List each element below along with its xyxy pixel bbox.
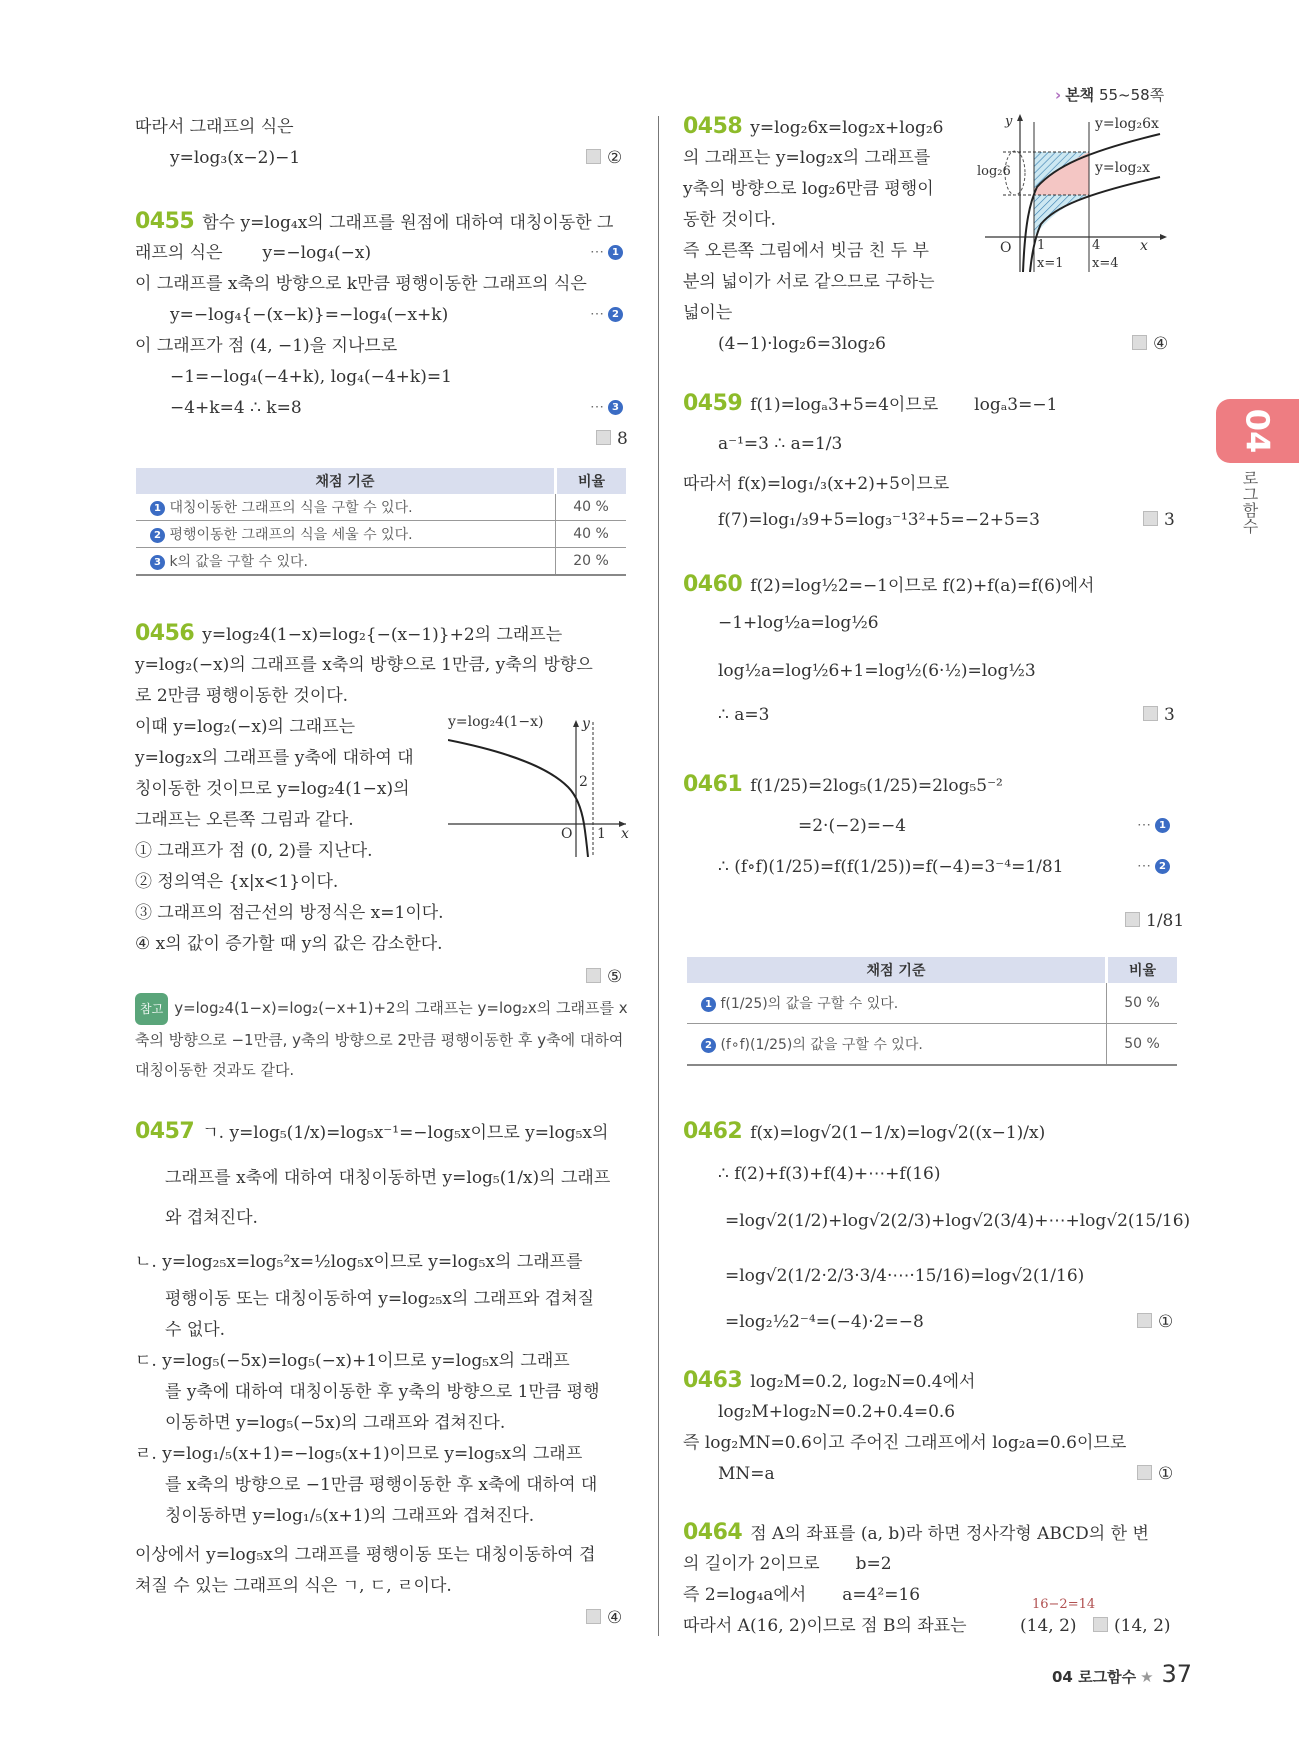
text-line: 와 겹쳐진다. [165,1208,258,1228]
answer-prev [586,147,622,169]
coord-value: (14, 2) [1020,1616,1077,1636]
problem-0459 [683,393,1057,416]
problem-0460 [683,574,1094,597]
criteria-text: k의 값을 구할 수 있다. [169,554,309,570]
problem-0457 [135,1121,608,1144]
math-line: =log√2(1/2·2/3·3/4·⋯·15/16)=log√2(1/16) [725,1266,1085,1286]
text-part: 즉 2=log₄a에서 [683,1585,807,1605]
hint-annotation: 16−2=14 [1032,1597,1096,1612]
math-line: (4−1)·log₂6=3log₂6 [718,334,886,354]
criteria-text: 대칭이동한 그래프의 식을 구할 수 있다. [169,500,413,516]
math-line: −1+log½a=log½6 [718,613,879,633]
criteria-text: 평행이동한 그래프의 식을 세울 수 있다. [169,527,413,543]
math-line: f(1/25)=2log₅(1/25)=2log₅5⁻² [750,776,1003,796]
table-row [136,521,626,548]
text-line: 동한 것이다. [683,210,776,230]
step-marker-3: ⋯ 3 [590,399,623,415]
problem-0455 [135,211,613,234]
text-line: 이 그래프를 x축의 방향으로 k만큼 평행이동한 그래프의 식은 [135,274,587,294]
column-divider [658,116,659,1636]
star-icon: ★ [1140,1668,1154,1686]
answer-0457 [586,1607,622,1629]
text-line: 이동하면 y=log₅(−5x)의 그래프와 겹쳐진다. [165,1413,506,1433]
step-number: 1 [608,245,623,260]
problem-number: 0456 [135,621,195,646]
table-row [687,1024,1177,1066]
graph-label: y=log₂4(1−x) [448,714,544,730]
math-part: logₐ3=−1 [974,395,1058,415]
problem-0463 [683,1370,975,1393]
answer-value: ① [1158,1464,1174,1484]
answer-icon [1137,1465,1152,1480]
math-line: f(x)=log√2(1−1/x)=log√2((x−1)/x) [750,1123,1046,1143]
math-line: =log₂½2⁻⁴=(−4)·2=−8 [725,1312,924,1332]
ref-pages: 55~58쪽 [1098,86,1165,104]
step-number: 3 [608,400,623,415]
origin-label: O [1000,240,1012,256]
chapter-tab[interactable] [1216,399,1299,463]
answer-0456 [586,966,622,988]
text-line: f(2)=log½2=−1이므로 f(2)+f(a)=f(6)에서 [750,576,1095,596]
answer-icon [596,430,611,445]
answer-value: ② [607,148,623,168]
text-line: 쳐질 수 있는 그래프의 식은 ㄱ, ㄷ, ㄹ이다. [135,1576,452,1596]
ratio-value: 40 % [556,521,627,548]
graph-log2-4-1-minus-x [448,712,633,857]
footer-chapter: 04 로그함수 [1052,1668,1137,1686]
x-tick-4: 4 [1092,238,1101,253]
text-line: 함수 y=log₄x의 그래프를 원점에 대하여 대칭이동한 그 [202,213,614,233]
text-line: 분의 넓이가 서로 같으므로 구하는 [683,272,935,292]
math-part: f(1)=logₐ3+5=4이므로 [750,395,939,415]
problem-0456 [135,623,562,646]
math-line: y=log₃(x−2)−1 [170,148,301,168]
answer-value: ① [1158,1312,1174,1332]
table-row [136,494,626,521]
answer-0463 [1137,1463,1173,1485]
answer-0460 [1143,704,1175,726]
chapter-title: 로그함수 [1240,470,1259,534]
step-marker-1: ⋯ 1 [1137,817,1170,833]
text-line: 점 A의 좌표를 (a, b)라 하면 정사각형 ABCD의 한 변 [750,1524,1149,1544]
y-axis-label: y [582,716,590,732]
math-part: a=4²=16 [842,1585,921,1605]
answer-icon [1093,1617,1108,1632]
text-line: 평행이동 또는 대칭이동하여 y=log₂₅x의 그래프와 겹쳐질 [165,1289,595,1309]
note-tag: 참고 [135,993,168,1025]
answer-0462 [1137,1311,1173,1333]
answer-icon [586,149,601,164]
answer-value: 3 [1164,705,1175,725]
step-marker-2: ⋯ 2 [1137,858,1170,874]
text-line: 칭이동하면 y=log₁/₅(x+1)의 그래프와 겹쳐진다. [165,1506,535,1526]
step-number: 2 [150,528,165,543]
answer-0459 [1143,509,1175,531]
text-line: y=log₂6x=log₂x+log₂6 [750,118,944,138]
problem-number: 0459 [683,391,743,416]
x-tick-1: 1 [597,826,606,842]
text-line: 수 없다. [165,1320,226,1340]
problem-0462 [683,1121,1045,1144]
grading-table-0455 [136,468,626,576]
text-line: 즉 오른쪽 그림에서 빗금 친 두 부 [683,241,929,261]
page-footer [1052,1660,1192,1688]
answer-value: ④ [1153,334,1169,354]
math-part: y=−log₄(−x) [262,243,372,263]
text-line: 를 y축에 대하여 대칭이동한 후 y축의 방향으로 1만큼 평행 [165,1382,600,1402]
text-line: 그래프를 x축에 대하여 대칭이동하면 y=log₅(1/x)의 그래프 [165,1168,611,1188]
answer-icon [1132,335,1147,350]
math-line: a⁻¹=3 ∴ a=1/3 [718,434,843,454]
table-header-ratio: 비율 [556,468,627,494]
x-axis-label: x [1140,238,1148,254]
math-part: b=2 [855,1554,892,1574]
option-4: ④ x의 값이 증가할 때 y의 값은 감소한다. [135,934,443,954]
math-line: =log√2(1/2)+log√2(2/3)+log√2(3/4)+⋯+log√2(15/16) [725,1211,1191,1231]
y-tick-2: 2 [579,774,588,790]
text-part: 의 길이가 2이므로 [683,1554,820,1574]
text-line: 를 x축의 방향으로 −1만큼 평행이동한 후 x축에 대하여 대 [165,1475,598,1495]
text-line: ㄱ. y=log₅(1/x)=log₅x⁻¹=−log₅x이므로 y=log₅x의 [202,1123,609,1143]
curve-label-log2-x: y=log₂x [1095,160,1151,176]
text-line: 그래프는 오른쪽 그림과 같다. [135,810,354,830]
math-line: ∴ (f∘f)(1/25)=f(f(1/25))=f(−4)=3⁻⁴=1/81 [718,857,1064,877]
reference-note [135,993,630,1085]
problem-number: 0457 [135,1119,195,1144]
option-3: ③ 그래프의 점근선의 방정식은 x=1이다. [135,903,444,923]
table-header-ratio: 비율 [1107,957,1178,983]
text-line: y=log₂(−x)의 그래프를 x축의 방향으로 1만큼, y축의 방향으 [135,655,593,675]
problem-0461 [683,774,1003,797]
math-line: f(7)=log₁/₃9+5=log₃⁻¹3²+5=−2+5=3 [718,510,1040,530]
step-marker-2: ⋯ 2 [590,306,623,322]
text-line: 따라서 그래프의 식은 [135,117,294,137]
text-line: 즉 log₂MN=0.6이고 주어진 그래프에서 log₂a=0.6이므로 [683,1433,1127,1453]
ratio-value: 40 % [556,494,627,521]
problem-0464 [683,1522,1149,1545]
math-line: −4+k=4 ∴ k=8 [170,398,302,418]
step-number: 3 [150,555,165,570]
ratio-value: 50 % [1107,1024,1178,1066]
y-axis-label: y [1005,114,1013,129]
step-number: 1 [150,501,165,516]
answer-value: 1/81 [1146,911,1185,931]
answer-icon [1125,912,1140,927]
criteria-text: (f∘f)(1/25)의 값을 구할 수 있다. [720,1037,923,1053]
text-line: 로 2만큼 평행이동한 것이다. [135,686,349,706]
answer-icon [586,968,601,983]
text-line: 이 그래프가 점 (4, −1)을 지나므로 [135,336,398,356]
problem-0458 [683,116,944,139]
line-label-x4: x=4 [1092,256,1119,271]
text-line: 의 그래프는 y=log₂x의 그래프를 [683,148,931,168]
answer-value: 8 [617,429,628,449]
text-line: 따라서 A(16, 2)이므로 점 B의 좌표는 [683,1616,967,1636]
textbook-page-reference [1055,84,1164,105]
text-line: ㄷ. y=log₅(−5x)=log₅(−x)+1이므로 y=log₅x의 그래프 [135,1351,570,1371]
text-line: y=log₂x의 그래프를 y축에 대하여 대 [135,748,414,768]
table-row [136,548,626,576]
curve-label-log2-6x: y=log₂6x [1095,116,1159,132]
math-line: ∴ f(2)+f(3)+f(4)+⋯+f(16) [718,1164,941,1184]
math-line: log₂M+log₂N=0.2+0.4=0.6 [718,1402,956,1422]
text-line: ㄴ. y=log₂₅x=log₅²x=½log₅x이므로 y=log₅x의 그래프를 [135,1252,583,1272]
answer-0464 [1093,1615,1171,1637]
ref-label: 본책 [1065,86,1095,104]
math-line: log½a=log½6+1=log½(6·½)=log½3 [718,661,1036,681]
x-tick-1: 1 [1037,238,1046,253]
text-part: 래프의 식은 [135,243,223,263]
table-header-criteria: 채점 기준 [136,468,556,494]
problem-number: 0464 [683,1520,743,1545]
step-number: 2 [608,307,623,322]
answer-value: 3 [1164,510,1175,530]
text-line: 따라서 f(x)=log₁/₃(x+2)+5이므로 [683,474,950,494]
option-2: ② 정의역은 {x|x<1}이다. [135,872,339,892]
text-line [135,242,371,264]
grading-table-0461 [687,957,1177,1066]
text-line: 이때 y=log₂(−x)의 그래프는 [135,717,356,737]
answer-value: ⑤ [607,967,623,987]
answer-icon [1137,1313,1152,1328]
problem-number: 0461 [683,772,743,797]
text-line: y=log₂4(1−x)=log₂{−(x−1)}+2의 그래프는 [202,625,563,645]
line-label-x1: x=1 [1037,256,1064,271]
math-line: log₂M=0.2, log₂N=0.4에서 [750,1372,976,1392]
text-line: ㄹ. y=log₁/₅(x+1)=−log₅(x+1)이므로 y=log₅x의 그래프 [135,1444,583,1464]
x-axis-label: x [621,826,629,842]
ratio-value: 20 % [556,548,627,576]
math-line: MN=a [718,1464,775,1484]
graph-log2-6x-and-log2-x [975,112,1175,272]
step-marker-1: ⋯ 1 [590,244,623,260]
criteria-text: f(1/25)의 값을 구할 수 있다. [720,996,899,1012]
text-line: 칭이동한 것이므로 y=log₂4(1−x)의 [135,779,410,799]
text-line: y축의 방향으로 log₂6만큼 평행이 [683,179,934,199]
option-1: ① 그래프가 점 (0, 2)를 지난다. [135,841,373,861]
problem-number: 0458 [683,114,743,139]
table-header-criteria: 채점 기준 [687,957,1107,983]
math-line: y=−log₄{−(x−k)}=−log₄(−x+k) [170,305,449,325]
note-text: y=log₂4(1−x)=log₂(−x+1)+2의 그래프는 y=log₂x의 그래프를 x축의 방향으로 −1만큼, y축의 방향으로 2만큼 평행이동한 후 y축에 대하여 대칭이동한 것과도 같다. [135,999,628,1079]
problem-number: 0455 [135,209,195,234]
chevron-right-icon: › [1055,86,1062,104]
text-line: 넓이는 [683,303,733,323]
origin-label: O [561,826,573,842]
step-number: 2 [1155,859,1170,874]
math-line: −1=−log₄(−4+k), log₄(−4+k)=1 [170,367,452,387]
math-line: ∴ a=3 [718,705,770,725]
text-line [683,1584,920,1606]
table-row [687,983,1177,1024]
answer-value: (14, 2) [1114,1616,1171,1636]
answer-value: ④ [607,1608,623,1628]
text-line [683,1553,892,1575]
text-line: 이상에서 y=log₅x의 그래프를 평행이동 또는 대칭이동하여 겹 [135,1545,596,1565]
answer-icon [586,1609,601,1624]
problem-number: 0460 [683,572,743,597]
answer-0458 [1132,333,1168,355]
shift-label: log₂6 [977,164,1011,179]
chapter-number: 04 [1238,408,1277,454]
ratio-value: 50 % [1107,983,1178,1024]
math-line: =2·(−2)=−4 [798,816,907,836]
page-number: 37 [1161,1660,1193,1688]
step-number: 1 [1155,818,1170,833]
answer-0455 [596,428,628,450]
answer-icon [1143,511,1158,526]
answer-0461 [1125,910,1184,932]
problem-number: 0462 [683,1119,743,1144]
step-number: 1 [701,997,716,1012]
answer-icon [1143,706,1158,721]
problem-number: 0463 [683,1368,743,1393]
step-number: 2 [701,1038,716,1053]
